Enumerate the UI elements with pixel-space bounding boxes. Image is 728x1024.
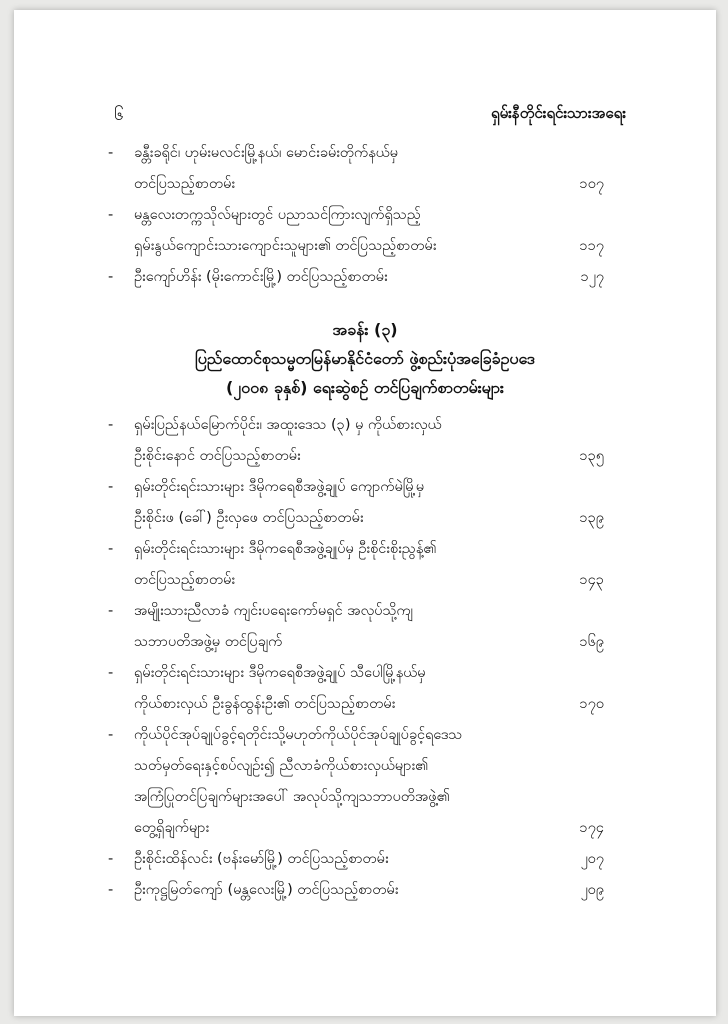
toc-entry-text: တင်ပြသည့်စာတမ်း: [134, 176, 236, 192]
list-dash: -: [108, 269, 114, 285]
toc-entry-text: ဦးစိုင်းထိန်လင်း (ဗန်းမော်မြို့) တင်ပြသည့်စာတမ်း: [134, 851, 389, 867]
toc-entry-text: ဦးစိုင်းနောင် တင်ပြသည့်စာတမ်း: [134, 448, 301, 464]
list-dash: -: [108, 603, 114, 619]
list-dash: -: [108, 882, 114, 898]
toc-entry: [108, 410, 604, 472]
toc-entry-text: ရှမ်းတိုင်းရင်းသားများ ဒီမိုကရေစီအဖွဲ့ချုပ်မှ ဦးစိုင်းစိုးညွန့်၏: [134, 541, 437, 557]
toc-entry: [108, 200, 604, 262]
toc-entry-text: ရှမ်းနွယ်ကျောင်းသားကျောင်းသူများ၏ တင်ပြသည့်စာတမ်း: [134, 238, 437, 254]
running-title: ရှမ်းနီတိုင်းရင်းသားအရေး: [490, 104, 626, 122]
toc-page-number: ၁၇၀: [579, 696, 604, 712]
toc-entry: [108, 844, 604, 875]
toc-entry-text: ရှမ်းပြည်နယ်မြောက်ပိုင်း၊ အထူးဒေသ (၃) မှ ကိုယ်စားလှယ်: [134, 417, 442, 433]
toc-list-top: [108, 138, 604, 293]
toc-page-number: ၁၇၄: [579, 820, 604, 836]
toc-page-number: ၁၁၇: [579, 238, 604, 254]
list-dash: -: [108, 727, 114, 743]
toc-page-number: ၁၃၉: [579, 510, 604, 526]
page-number: ၆: [114, 105, 124, 125]
toc-entry-text: ဦးကုဋ္ဌမြတ်ကျော် (မန္တလေးမြို့) တင်ပြသည့်စာတမ်း: [134, 882, 399, 898]
chapter-heading: [14, 315, 716, 402]
toc-entry-text: သတ်မှတ်ရေးနှင့်စပ်လျဉ်း၍ ညီလာခံကိုယ်စားလှယ်များ၏: [134, 758, 429, 774]
toc-entry-text: တင်ပြသည့်စာတမ်း: [134, 572, 236, 588]
toc-list-bottom: [108, 410, 604, 906]
chapter-number: အခန်း (၃): [332, 320, 398, 339]
toc-entry-text: တွေ့ရှိချက်များ: [134, 820, 210, 836]
toc-entry-text: ရှမ်းတိုင်းရင်းသားများ ဒီမိုကရေစီအဖွဲ့ချုပ် သီပေါမြို့နယ်မှ: [134, 665, 426, 681]
toc-entry: [108, 875, 604, 906]
toc-entry: [108, 720, 604, 844]
list-dash: -: [108, 145, 114, 161]
toc-entry-text: မန္တလေးတက္ကသိုလ်များတွင် ပညာသင်ကြားလျက်ရှိသည့်: [134, 207, 421, 223]
document-page: [14, 10, 716, 1016]
list-dash: -: [108, 479, 114, 495]
toc-page-number: ၁၆၉: [579, 634, 604, 650]
list-dash: -: [108, 851, 114, 867]
list-dash: -: [108, 541, 114, 557]
toc-entry: [108, 596, 604, 658]
toc-entry: [108, 262, 604, 293]
toc-page-number: ၁၀၇: [579, 176, 604, 192]
list-dash: -: [108, 665, 114, 681]
toc-entry-text: ကိုယ်ပိုင်အုပ်ချုပ်ခွင့်ရတိုင်းသို့မဟုတ်ကိုယ်ပိုင်အုပ်ချုပ်ခွင့်ရဒေသ: [134, 727, 463, 743]
page-header: [114, 104, 626, 128]
toc-page-number: ၂၀၇: [580, 851, 604, 867]
toc-entry-text: အကြံပြုတင်ပြချက်များအပေါ် အလုပ်သို့ကျသဘာပတိအဖွဲ့၏: [134, 789, 450, 805]
toc-page-number: ၂၀၉: [580, 882, 604, 898]
chapter-title-line: (၂၀၀၈ ခုနှစ်) ရေးဆွဲစဉ် တင်ပြချက်စာတမ်းများ: [225, 378, 504, 397]
list-dash: -: [108, 207, 114, 223]
toc-page-number: ၁၄၃: [579, 572, 604, 588]
toc-entry-text: သဘာပတိအဖွဲ့မှ တင်ပြချက်: [134, 634, 283, 650]
toc-entry-text: ဦးစိုင်းဖ (ခေါ်) ဦးလှဖေ တင်ပြသည့်စာတမ်း: [134, 510, 364, 526]
toc-entry-text: ကိုယ်စားလှယ် ဦးခွန်ထွန်းဦး၏ တင်ပြသည့်စာတမ်း: [134, 696, 396, 712]
toc-page-number: ၁၂၇: [580, 269, 604, 285]
toc-entry: [108, 658, 604, 720]
chapter-title-line: ပြည်ထောင်စုသမ္မတမြန်မာနိုင်ငံတော် ဖွဲ့စည်းပုံအခြေခံဥပဒေ: [195, 349, 535, 368]
toc-entry: [108, 534, 604, 596]
toc-entry: [108, 138, 604, 200]
toc-entry-text: အမျိုးသားညီလာခံ ကျင်းပရေးကော်မရှင် အလုပ်သို့ကျ: [134, 603, 413, 619]
toc-page-number: ၁၃၅: [579, 448, 604, 464]
list-dash: -: [108, 417, 114, 433]
toc-entry-text: ရှမ်းတိုင်းရင်းသားများ ဒီမိုကရေစီအဖွဲ့ချုပ် ကျောက်မဲမြို့မှ: [134, 479, 425, 495]
toc-entry-text: ခန္တီးခရိုင်၊ ဟုမ်းမလင်းမြို့နယ်၊ မောင်းခမ်းတိုက်နယ်မှ: [134, 145, 399, 161]
toc-entry-text: ဦးကျော်ဟိန်း (မိုးကောင်းမြို့) တင်ပြသည့်စာတမ်း: [134, 269, 388, 285]
toc-entry: [108, 472, 604, 534]
